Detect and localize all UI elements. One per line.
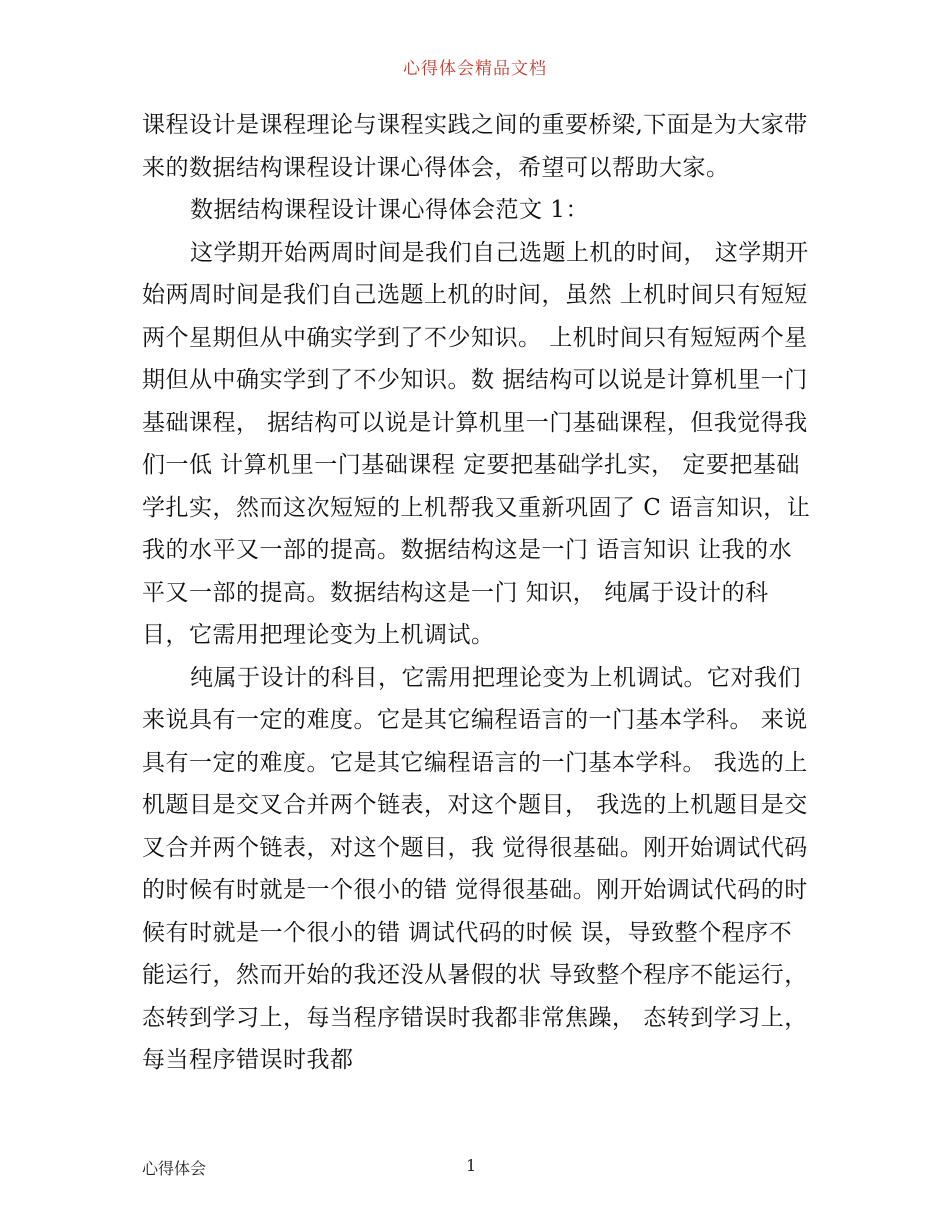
intro-paragraph: 课程设计是课程理论与课程实践之间的重要桥梁,下面是为大家带来的数据结构课程设计课心得体会，希望可以帮助大家。 (142, 112, 808, 181)
body-paragraph-2: 纯属于设计的科目，它需用把理论变为上机调试。它对我们 来说具有一定的难度。它是其它编程语言的一门基本学科。 来说具有一定的难度。它是其它编程语言的一门基本学科。 我选的上机题目是交叉合并两个链表，对这个题目， 我选的上机题目是交叉合并两个链表，对这个题目，我 觉得很基础。刚开始调试代码的时候有时就是一个很小的错 觉得很基础。刚开始调试代码的时候有时就是一个很小的错 调试代码的时候 误，导致整个程序不能运行，然而开始的我还没从暑假的状 导致整个程序不能运行， 态转到学习上，每当程序错误时我都非常焦躁， 态转到学习上，每当程序错误时我都 (142, 664, 808, 1073)
section-heading: 数据结构课程设计课心得体会范文 1： (190, 197, 589, 223)
footer-label: 心得体会 (142, 1159, 207, 1178)
page-header-title: 心得体会精品文档 (403, 59, 547, 79)
body-paragraph-1: 这学期开始两周时间是我们自己选题上机的时间， 这学期开始两周时间是我们自己选题上机的时间，虽然 上机时间只有短短两个星期但从中确实学到了不少知识。 上机时间只有短短两个星期但从中确实学到了不少知识。数 据结构可以说是计算机里一门基础课程， 据结构可以说是计算机里一门基础课程，但我觉得我们一低 计算机里一门基础课程 定要把基础学扎实， 定要把基础学扎实，然而这次短短的上机帮我又重新巩固了 C 语言知识，让我的水平又一部的提高。数据结构这是一门 语言知识 让我的水平又一部的提高。数据结构这是一门 知识， 纯属于设计的科目，它需用把理论变为上机调试。 (142, 239, 811, 648)
page-number: 1 (466, 1156, 477, 1175)
document-body (142, 104, 814, 1082)
